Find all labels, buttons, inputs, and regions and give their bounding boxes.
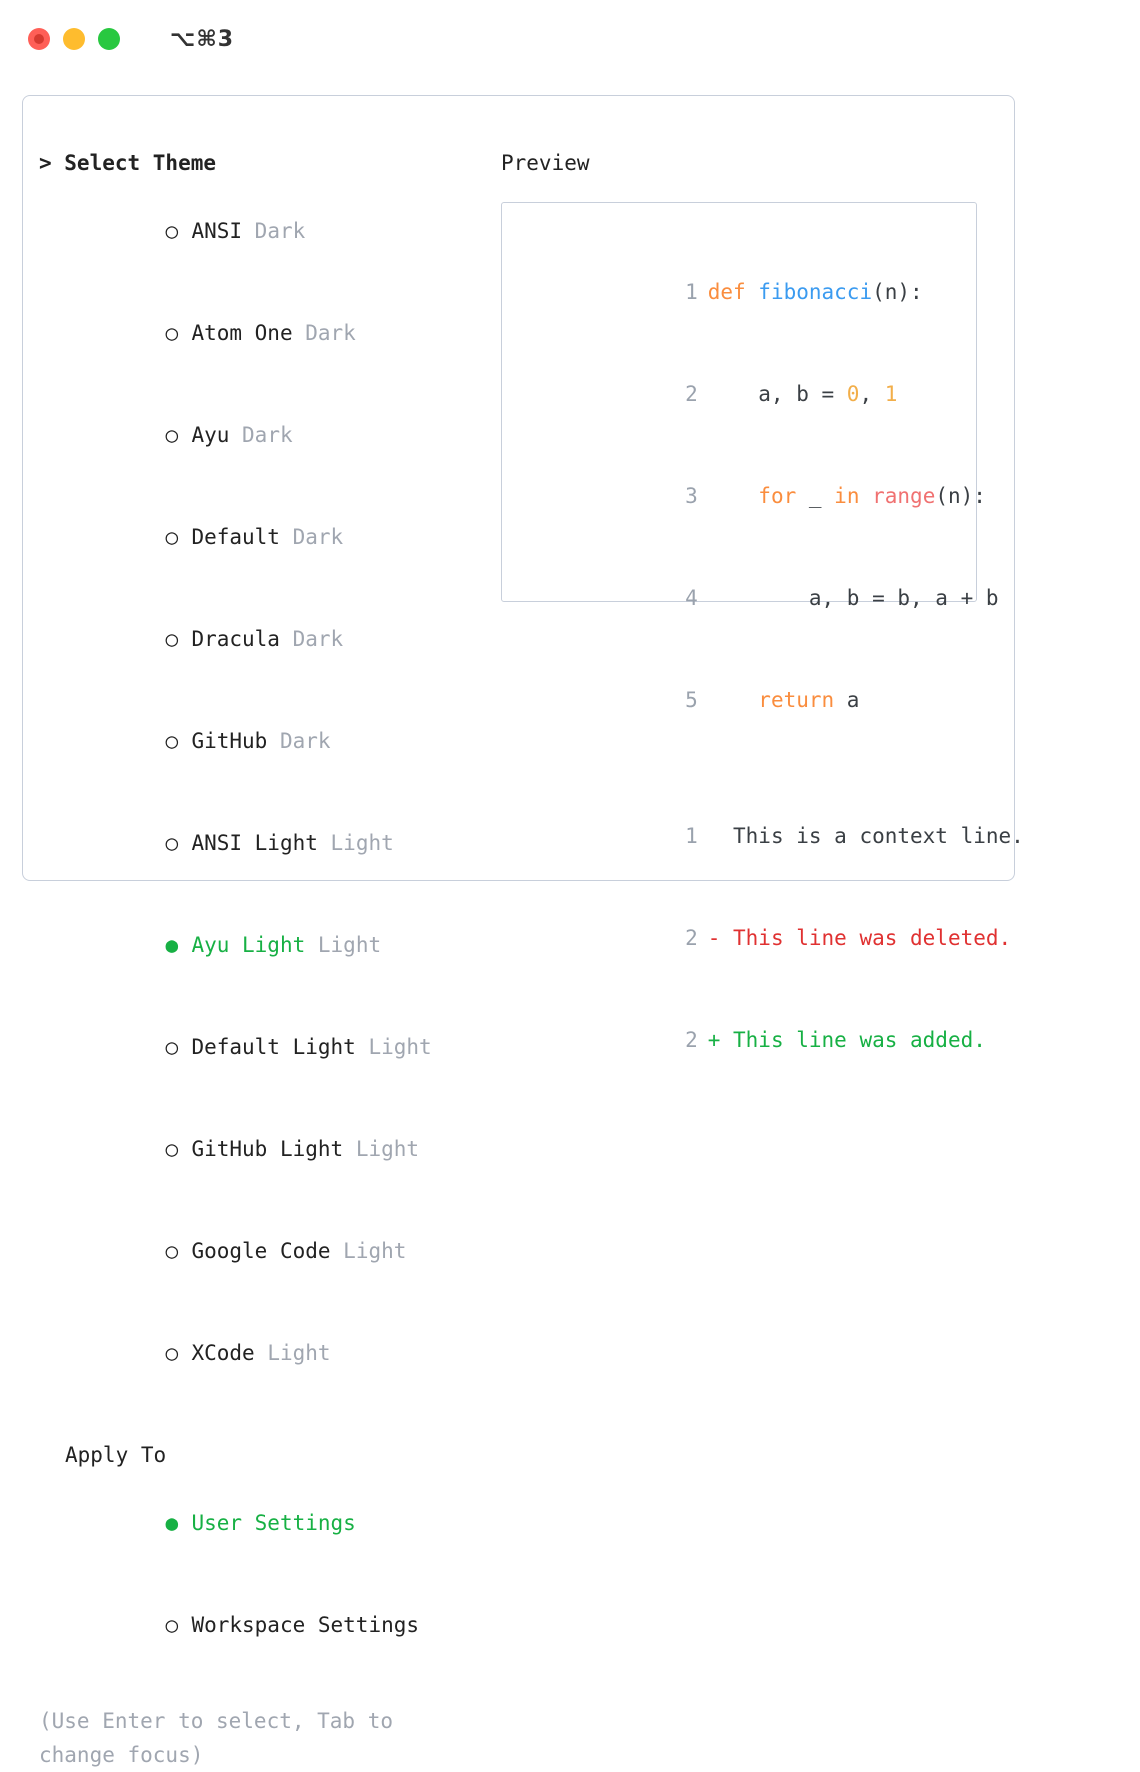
code-token: a (834, 688, 860, 712)
code-line (522, 445, 986, 547)
code-token: _ (796, 484, 835, 508)
traffic-lights (28, 28, 120, 50)
theme-name: Ayu (191, 423, 230, 447)
code-token: 0 (846, 382, 860, 406)
line-number: 5 (685, 688, 698, 712)
diff-line-added (522, 989, 986, 1091)
theme-list-item[interactable] (39, 1200, 479, 1302)
code-token: range (872, 484, 936, 508)
code-token: def (707, 280, 759, 304)
radio-icon: ○ (165, 525, 179, 549)
theme-list-item[interactable] (39, 384, 479, 486)
code-token (708, 484, 759, 508)
theme-name: ANSI (191, 219, 243, 243)
select-theme-header: > Select Theme (39, 151, 217, 175)
theme-name: GitHub Light (191, 1137, 344, 1161)
code-line (522, 343, 956, 445)
line-number: 1 (685, 824, 698, 848)
theme-variant: Dark (292, 525, 344, 549)
code-diff-separator (522, 751, 956, 785)
code-token (859, 484, 872, 508)
theme-variant: Light (355, 1137, 420, 1161)
theme-name: Google Code (191, 1239, 331, 1263)
apply-option-workspace-settings[interactable] (39, 1574, 479, 1676)
theme-list-item[interactable] (39, 486, 479, 588)
code-token: , (859, 382, 885, 406)
code-token: a, b = b, a + b (707, 586, 999, 610)
theme-name: Atom One (191, 321, 293, 345)
theme-variant: Light (330, 831, 394, 855)
theme-selector-column (39, 146, 479, 1772)
radio-icon: ○ (165, 1239, 179, 1263)
theme-list-item[interactable] (39, 690, 479, 792)
line-number: 2 (685, 926, 698, 950)
diff-text: This line was deleted. (720, 926, 1012, 950)
code-line (522, 547, 999, 649)
code-line (522, 649, 956, 751)
radio-icon: ○ (165, 219, 179, 243)
theme-variant: Light (317, 933, 382, 957)
theme-variant: Dark (254, 219, 306, 243)
preview-header: Preview (501, 151, 590, 175)
theme-list-item[interactable] (39, 996, 479, 1098)
code-token: fibonacci (758, 280, 873, 304)
main-panel (22, 95, 1024, 1767)
diff-marker: + (707, 1028, 721, 1052)
radio-icon: ○ (165, 831, 179, 855)
diff-line-deleted (522, 887, 1012, 989)
code-line (522, 241, 956, 343)
theme-name: GitHub (191, 729, 268, 753)
code-token: return (758, 688, 835, 712)
line-number: 2 (685, 382, 698, 406)
apply-option-user-settings[interactable] (39, 1472, 479, 1574)
apply-option-label: User Settings (191, 1511, 356, 1535)
theme-list-item[interactable] (39, 1098, 479, 1200)
line-number: 2 (685, 1028, 698, 1052)
theme-variant: Light (368, 1035, 432, 1059)
radio-icon: ○ (165, 1341, 179, 1365)
theme-list-item[interactable] (39, 792, 479, 894)
apply-option-label: Workspace Settings (191, 1613, 420, 1637)
maximize-window-button[interactable] (98, 28, 120, 50)
theme-variant: Dark (242, 423, 293, 447)
theme-list-item-selected[interactable] (39, 894, 479, 996)
theme-variant: Dark (305, 321, 356, 345)
code-token: (n): (935, 484, 986, 508)
code-token: in (834, 484, 860, 508)
radio-icon: ○ (165, 1613, 179, 1637)
code-token: a, b = (707, 382, 847, 406)
theme-list-item[interactable] (39, 180, 479, 282)
theme-name: ANSI Light (191, 831, 318, 855)
diff-marker (708, 824, 721, 848)
radio-icon: ○ (165, 423, 179, 447)
code-token (708, 688, 759, 712)
theme-name: Default Light (191, 1035, 356, 1059)
radio-icon: ○ (165, 321, 179, 345)
diff-marker: - (707, 926, 721, 950)
theme-variant: Dark (292, 627, 344, 651)
theme-name: Ayu Light (191, 933, 306, 957)
window-title: ⌥⌘3 (170, 26, 235, 52)
radio-icon: ○ (165, 627, 179, 651)
apply-to-header: Apply To (65, 1443, 167, 1467)
theme-list-item[interactable] (39, 588, 479, 690)
diff-text: This is a context line. (720, 824, 1024, 848)
radio-icon: ○ (165, 1035, 179, 1059)
keyboard-hint-text: (Use Enter to select, Tab to change focus) (39, 1709, 394, 1767)
code-token: for (758, 484, 797, 508)
theme-name: XCode (191, 1341, 255, 1365)
radio-icon: ○ (165, 729, 179, 753)
code-token: 1 (884, 382, 898, 406)
preview-column (501, 146, 1024, 1052)
diff-text: This line was added. (720, 1028, 986, 1052)
radio-icon: ● (165, 933, 179, 957)
minimize-window-button[interactable] (63, 28, 85, 50)
theme-list-item[interactable] (39, 1302, 479, 1404)
theme-list-item[interactable] (39, 282, 479, 384)
line-number: 1 (685, 280, 698, 304)
line-number: 4 (685, 586, 698, 610)
theme-variant: Light (267, 1341, 331, 1365)
theme-name: Dracula (191, 627, 280, 651)
diff-line-context (522, 785, 1024, 887)
theme-variant: Dark (279, 729, 331, 753)
close-window-button[interactable] (28, 28, 50, 50)
theme-variant: Light (343, 1239, 407, 1263)
radio-icon: ● (165, 1511, 179, 1535)
title-bar (0, 0, 1140, 78)
radio-icon: ○ (165, 1137, 179, 1161)
preview-box (501, 202, 1024, 1052)
line-number: 3 (685, 484, 698, 508)
code-token: (n): (872, 280, 923, 304)
theme-name: Default (191, 525, 280, 549)
